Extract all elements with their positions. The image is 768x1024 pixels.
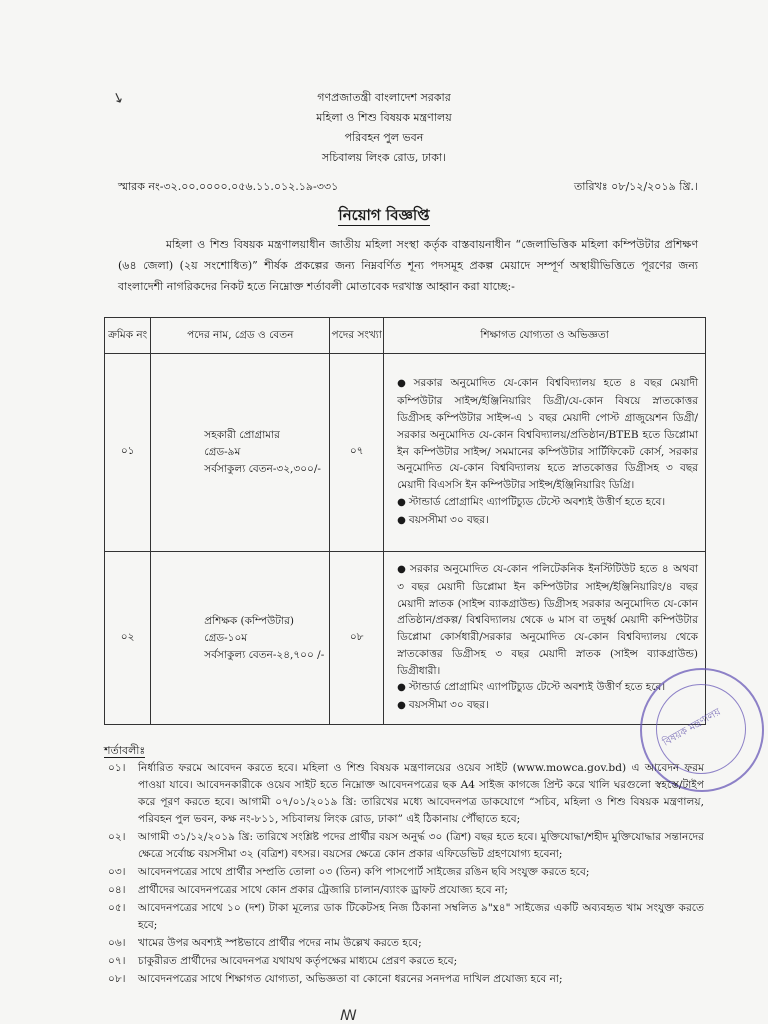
qualification-item: ● বয়সসীমা ৩০ বছর। bbox=[397, 513, 489, 526]
term-number: ০১। bbox=[108, 762, 126, 774]
notice-title bbox=[0, 204, 768, 229]
term-item bbox=[104, 900, 704, 934]
table-row bbox=[105, 552, 706, 725]
term-item bbox=[104, 971, 704, 988]
term-item bbox=[104, 864, 704, 881]
header-serial: ক্রমিক নং bbox=[105, 318, 151, 354]
qualification-item: ● সরকার অনুমোদিত যে-কোন পলিটেকনিক ইনস্টিটিউট হতে ৪ অথবা ৩ বছর মেয়াদী ডিপ্লোমা ইন কম্পিউটার সাইন্স/ইঞ্জিনিয়ারিং/৪ বছর মেয়াদী স্নাতক (সাইন্স ব্যাকগ্রাউন্ড) ডিগ্রীসহ সরকার অনুমোদিত যে-কোন প্রতিষ্ঠান/প্রকল্প/ বিশ্ববিদ্যালয় থেকে ৬ মাস বা তদুর্ধ্ব মেয়াদী কম্পিউটার ডিপ্লোমা কোর্সধারী/সরকার অনুমোদিত যে-কোন বিশ্ববিদ্যালয় থেকে স্নাতকোত্তর ডিগ্রীসহ ৩ বছর মেয়াদী স্নাতক (সাইন্স ব্যাকগ্রাউন্ড) ডিগ্রীধারী। bbox=[397, 562, 698, 677]
notice-title-text: নিয়োগ বিজ্ঞপ্তি bbox=[338, 206, 430, 224]
header-post-count: পদের সংখ্যা bbox=[330, 318, 384, 354]
bullet-icon: ● bbox=[397, 378, 411, 390]
terms-heading bbox=[104, 742, 145, 761]
terms-heading-text: শর্তাবলীঃ bbox=[104, 744, 146, 757]
issue-date: তারিখঃ ০৮/১২/২০১৯ খ্রি.। bbox=[573, 180, 698, 193]
term-item bbox=[104, 935, 704, 952]
terms-list bbox=[104, 760, 704, 989]
term-text: চাকুরীরত প্রার্থীদের আবেদনপত্র যথাযথ কর্তৃপক্ষের মাধ্যমে প্রেরণ করতে হবে; bbox=[138, 955, 458, 967]
intro-paragraph: মহিলা ও শিশু বিষয়ক মন্ত্রণালয়াধীন জাতীয় মহিলা সংস্থা কর্তৃক বাস্তবায়নাধীন “জেলাভিত্তিক মহিলা কম্পিউটার প্রশিক্ষণ (৬৪ জেলা) (২য় সংশোধিত)” শীর্ষক প্রকল্পের জন্য নিম্নবর্ণিত শূন্য পদসমূহ প্রকল্প মেয়াদে সম্পূর্ণ অস্থায়ীভিত্তিতে পূরণের জন্য বাংলাদেশী নাগরিকদের নিকট হতে নিম্নোক্ত শর্তাবলী মোতাবেক দরখাস্ত আহ্বান করা যাচ্ছে:- bbox=[118, 238, 698, 293]
letterhead bbox=[0, 88, 768, 168]
ministry-name: মহিলা ও শিশু বিষয়ক মন্ত্রণালয় bbox=[316, 111, 452, 124]
term-number: ০২। bbox=[108, 831, 126, 843]
term-text: আবেদনপত্রের সাথে ১০ (দশ) টাকা মূল্যের ডাক টিকেটসহ নিজ ঠিকানা সম্বলিত ৯"x৪" সাইজের একটি অব্যবহৃত খাম সংযুক্ত করতে হবে; bbox=[138, 902, 704, 931]
seal-text: বিষয়ক মন্ত্রণালয় bbox=[661, 706, 723, 749]
term-text: প্রার্থীদের আবেদনপত্রের সাথে কোন প্রকার ট্রেজারি চালান/ব্যাংক ড্রাফট প্রযোজ্য হবে না; bbox=[138, 884, 508, 896]
qualification-item: ● স্টান্ডার্ড প্রোগ্রামিং এ্যাপটিচ্যুড টেস্টে অবশ্যই উত্তীর্ণ হতে হবে। bbox=[397, 495, 666, 508]
bullet-icon: ● bbox=[397, 496, 406, 508]
government-name: গণপ্রজাতন্ত্রী বাংলাদেশ সরকার bbox=[317, 91, 451, 104]
bullet-icon: ● bbox=[397, 563, 408, 575]
post-title: প্রশিক্ষক (কম্পিউটার) bbox=[204, 614, 294, 627]
bullet-icon: ● bbox=[397, 682, 406, 694]
memo-number: স্মারক নং-৩২.০০.০০০০.০৫৬.১১.০১২.১৯-৩৩১ bbox=[118, 180, 339, 193]
row-count: ০৭ bbox=[330, 354, 384, 552]
row-serial: ০২ bbox=[105, 552, 151, 725]
term-text: নির্ধারিত ফরমে আবেদন করতে হবে। মহিলা ও শিশু বিষয়ক মন্ত্রণালয়ের ওয়েব সাইট (www.mowca.gov.bd) এ আবেদন ফরম পাওয়া যাবে। আবেদনকারীকে ওয়েব সাইট হতে নিম্নোক্ত আবেদনপত্রের ছক A4 সাইজ কাগজে প্রিন্ট করে খালি ঘরগুলো স্বহস্তে/টাইপ করে পূরণ করতে হবে। আগামী ০৭/০১/২০১৯ খ্রি: তারিখের মধ্যে আবেদনপত্র ডাকযোগে “সচিব, মহিলা ও শিশু বিষয়ক মন্ত্রণালয়, পরিবহন পুল ভবন, কক্ষ নং-৮১১, সচিবালয় লিংক রোড, ঢাকা” এই ঠিকানায় পৌঁছাতে হবে; bbox=[138, 762, 704, 825]
term-text: আবেদনপত্রের সাথে শিক্ষাগত যোগ্যতা, অভিজ্ঞতা বা কোনো ধরনের সনদপত্র দাখিল প্রযোজ্য হবে না; bbox=[138, 973, 563, 985]
bullet-icon: ● bbox=[397, 514, 406, 526]
qualification-item: ● স্টান্ডার্ড প্রোগ্রামিং এ্যাপটিচ্যুড টেস্টে অবশ্যই উত্তীর্ণ হতে হবে। bbox=[397, 681, 666, 694]
post-grade: গ্রেড-১০ম bbox=[204, 631, 248, 644]
term-number: ০৮। bbox=[108, 973, 126, 985]
term-text: আবেদনপত্রের সাথে প্রার্থীর সম্প্রতি তোলা ০৩ (তিন) কপি পাসপোর্ট সাইজের রঙিন ছবি সংযুক্ত করতে হবে; bbox=[138, 866, 590, 878]
pen-mark: ↘ bbox=[109, 88, 127, 108]
signature-mark: ꟿ bbox=[340, 1008, 357, 1024]
qualification-item: ● সরকার অনুমোদিত যে-কোন বিশ্ববিদ্যালয় হতে ৪ বছর মেয়াদী কম্পিউটার সাইন্স/ইঞ্জিনিয়ারিং ডিগ্রী/যে-কোন বিষয়ে স্নাতকোত্তর ডিগ্রীসহ কম্পিউটার সাইন্স-এ ১ বছর মেয়াদী পোস্ট গ্রাজুয়েশন ডিগ্রী/ সরকার অনুমোদিত যে-কোন বিশ্ববিদ্যালয়/প্রতিষ্ঠান/BTEB হতে ডিপ্লোমা ইন কম্পিউটার সাইন্স/ সমমানের কম্পিউটার সার্টিফিকেট কোর্স, সরকার অনুমোদিত যে-কোন বিশ্ববিদ্যালয় হতে স্নাতকোত্তর ডিগ্রীসহ ৩ বছর মেয়াদী বিএসসি ইন কম্পিউটার সাইন্স/ইঞ্জিনিয়ারিং ডিগ্রি। bbox=[397, 377, 698, 492]
term-item bbox=[104, 882, 704, 899]
row-qualification-cell bbox=[384, 354, 706, 552]
term-text: আগামী ৩১/১২/২০১৯ খ্রি: তারিখে সংশ্লিষ্ট পদের প্রার্থীর বয়স অনুর্দ্ধ ৩০ (ত্রিশ) বছর হতে হবে। মুক্তিযোদ্ধা/শহীদ মুক্তিযোদ্ধার সন্তানদের ক্ষেত্রে সর্বোচ্চ বয়সসীমা ৩২ (বত্রিশ) বৎসর। বয়সের ক্ষেত্রে কোন প্রকার এফিডেভিট গ্রহণযোগ্য হবেনা; bbox=[138, 831, 704, 860]
vacancy-table bbox=[104, 317, 706, 725]
row-serial: ০১ bbox=[105, 354, 151, 552]
row-post-cell bbox=[151, 354, 330, 552]
term-text: খামের উপর অবশ্যই স্পষ্টভাবে প্রার্থীর পদের নাম উল্লেখ করতে হবে; bbox=[138, 937, 422, 949]
term-number: ০৭। bbox=[108, 955, 126, 967]
post-title: সহকারী প্রোগ্রামার bbox=[204, 429, 280, 441]
row-post-cell bbox=[151, 552, 330, 725]
header-post-name: পদের নাম, গ্রেড ও বেতন bbox=[151, 318, 330, 354]
term-number: ০৬। bbox=[108, 937, 126, 949]
post-grade: গ্রেড-৯ম bbox=[204, 446, 241, 458]
term-number: ০৫। bbox=[108, 902, 126, 914]
post-salary: সর্বসাকুল্য বেতন-৩২,৩০০/- bbox=[204, 463, 321, 475]
term-item bbox=[104, 953, 704, 970]
post-salary: সর্বসাকুল্য বেতন-২৪,৭০০ /- bbox=[204, 648, 325, 661]
term-number: ০৩। bbox=[108, 866, 126, 878]
address: সচিবালয় লিংক রোড, ঢাকা। bbox=[321, 151, 447, 164]
bullet-icon: ● bbox=[397, 700, 406, 712]
header-qualification: শিক্ষাগত যোগ্যতা ও অভিজ্ঞতা bbox=[384, 318, 706, 354]
qualification-item: ● বয়সসীমা ৩০ বছর। bbox=[397, 699, 489, 712]
term-item bbox=[104, 829, 704, 863]
row-count: ০৮ bbox=[330, 552, 384, 725]
table-row bbox=[105, 354, 706, 552]
term-item bbox=[104, 760, 704, 828]
term-number: ০৪। bbox=[108, 884, 126, 896]
building-name: পরিবহন পুল ভবন bbox=[344, 131, 424, 144]
table-header-row bbox=[105, 318, 706, 354]
